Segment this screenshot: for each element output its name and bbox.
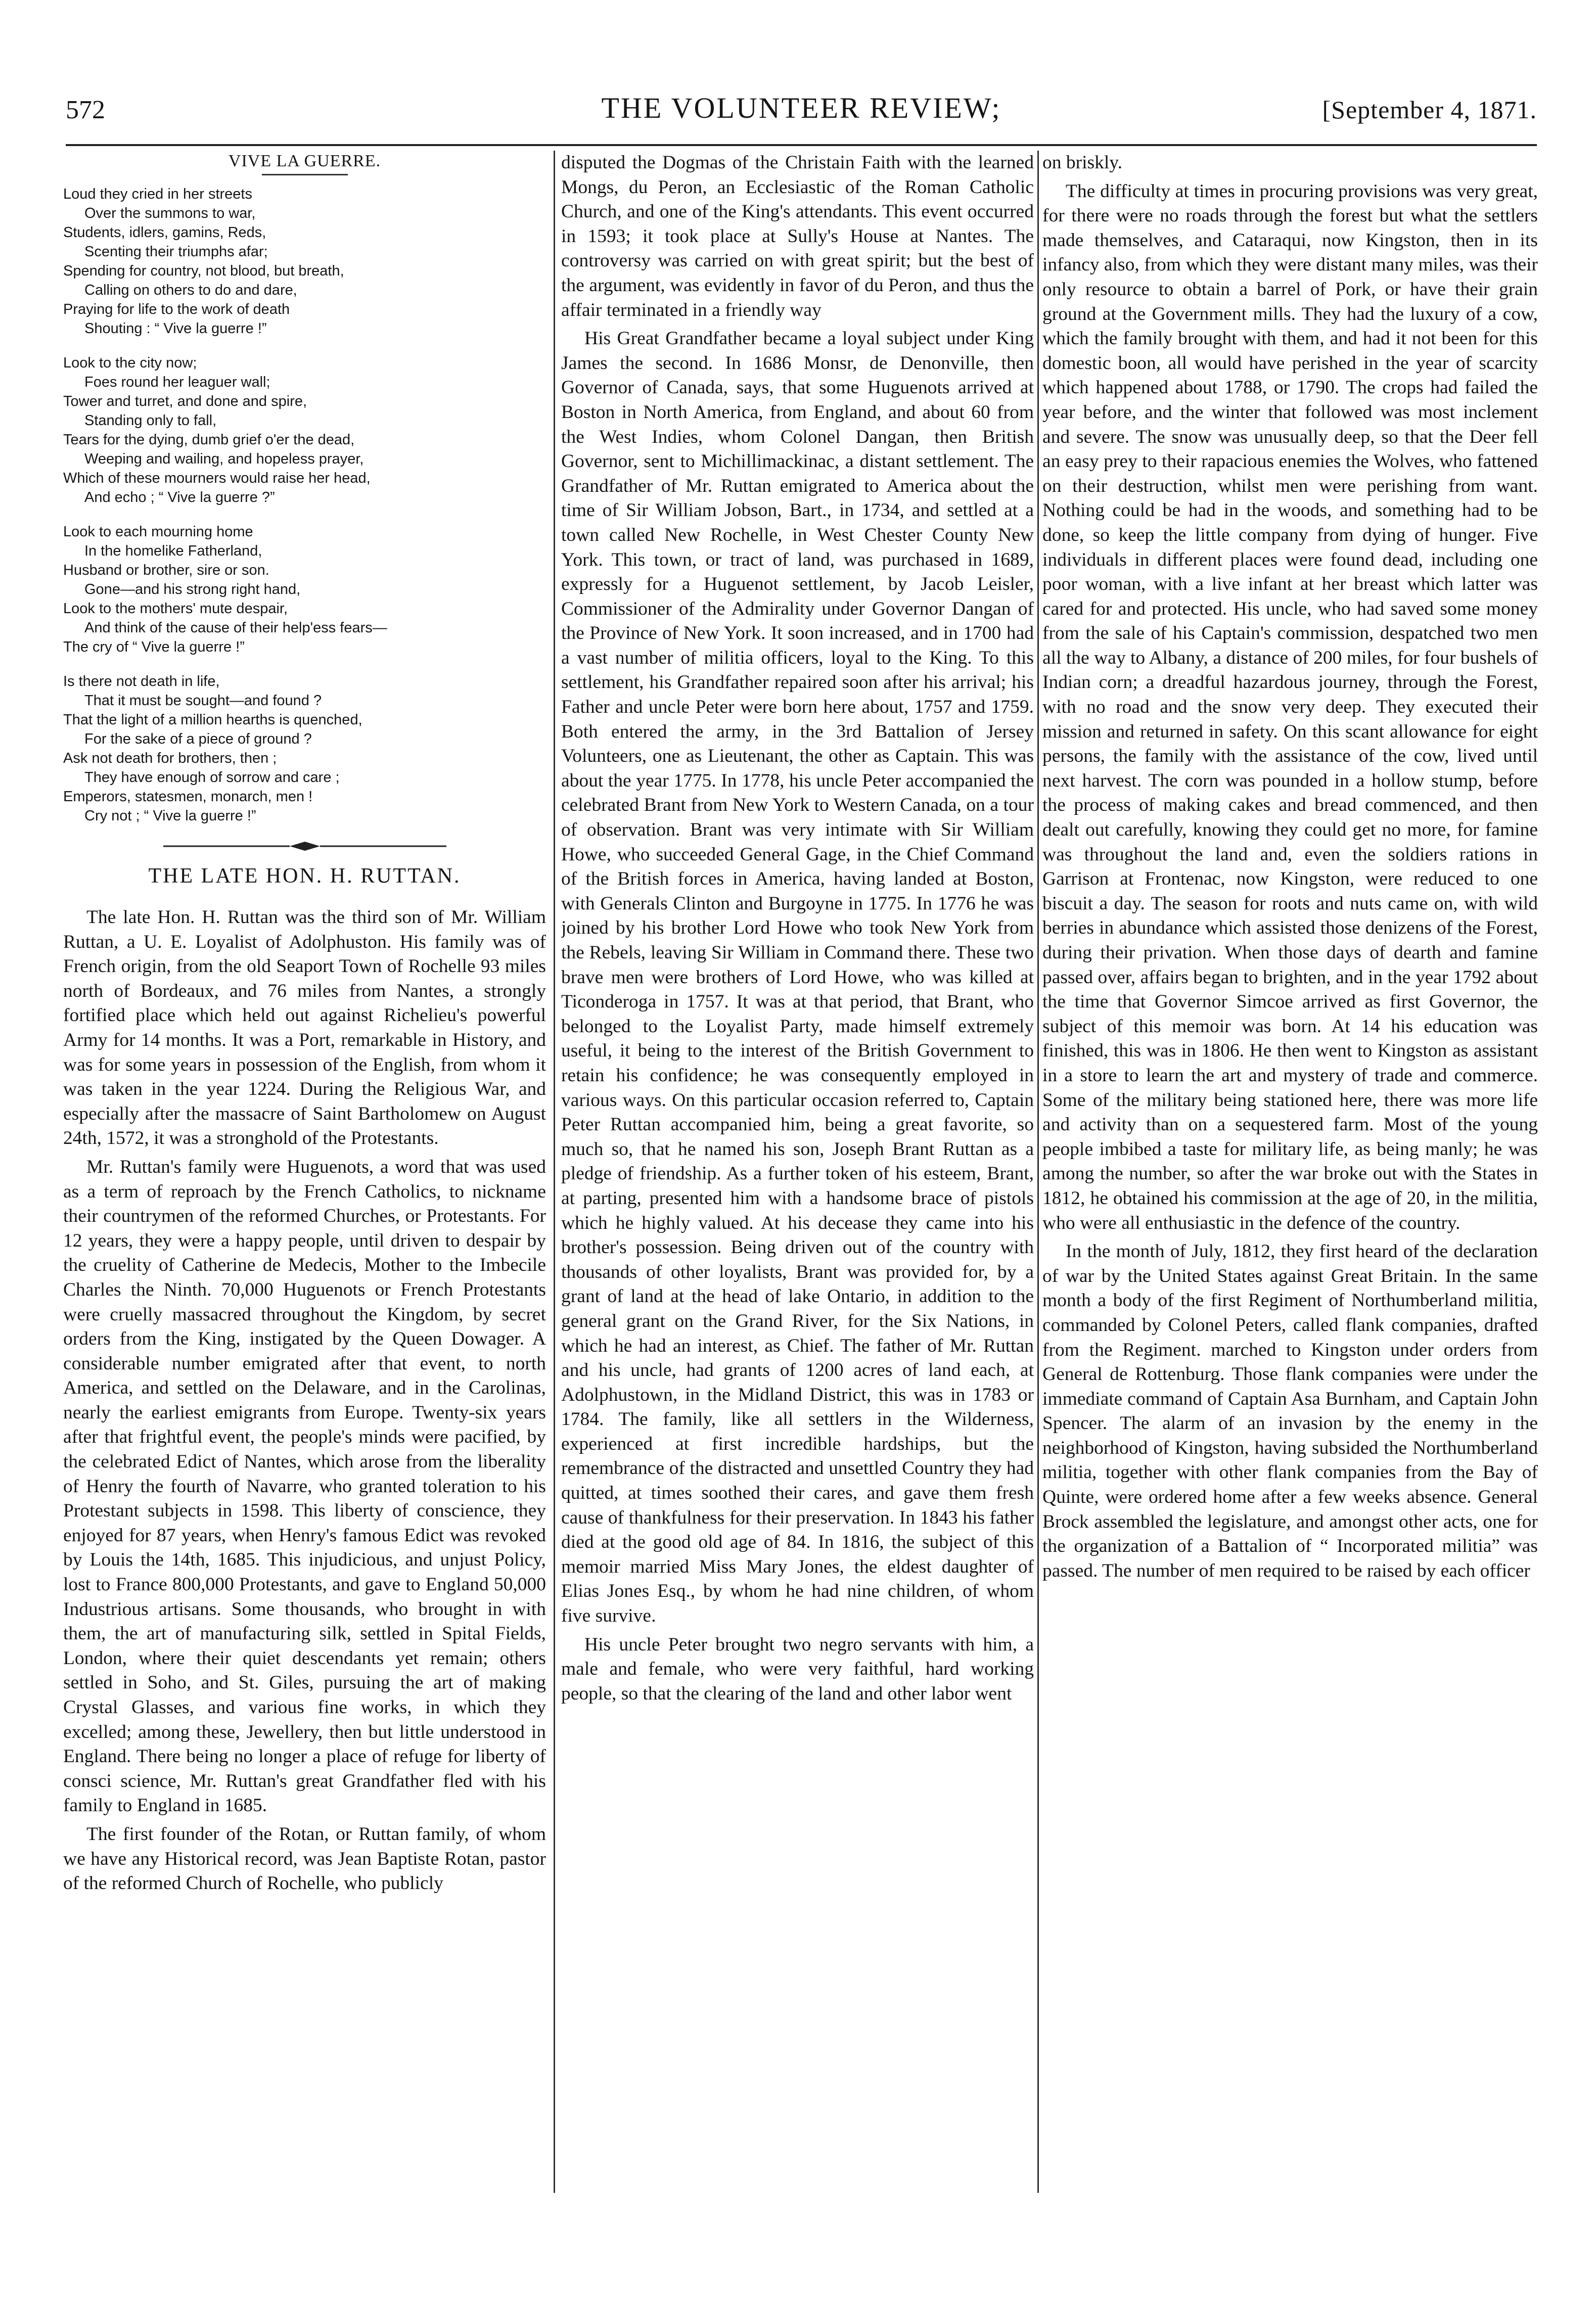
article-column-1-text: [63, 905, 546, 1896]
poem-line: Weeping and wailing, and hopeless prayer,: [84, 451, 364, 467]
poem-line: Praying for life to the work of death: [63, 301, 290, 317]
poem-line: And think of the cause of their help'ess fears—: [84, 620, 387, 636]
publication-title: THE VOLUNTEER REVIEW;: [601, 91, 1001, 124]
poem-line: In the homelike Fatherland,: [84, 543, 262, 559]
poem-line: Ask not death for brothers, then ;: [63, 750, 277, 766]
poem-stanza: [63, 185, 546, 338]
article-column-2-text: [561, 151, 1034, 1706]
poem: [63, 185, 546, 825]
poem-line: That the light of a million hearths is quenched,: [63, 712, 362, 728]
article-paragraph: on briskly.: [1042, 152, 1122, 173]
poem-line: Look to the city now;: [63, 355, 197, 371]
column-1: [63, 151, 546, 2193]
poem-stanza: [63, 522, 546, 657]
poem-line: Scenting their triumphs afar;: [84, 244, 268, 260]
poem-line: The cry of “ Vive la guerre !”: [63, 639, 245, 655]
poem-line: Tears for the dying, dumb grief o'er the dead,: [63, 432, 355, 448]
poem-line: Look to the mothers' mute despair,: [63, 601, 288, 617]
poem-line: Which of these mourners would raise her head,: [63, 470, 371, 486]
column-3: [1042, 151, 1538, 2193]
article-paragraph: The late Hon. H. Ruttan was the third son of Mr. William Ruttan, a U. E. Loyalist of Adolphuston. His family was of French origin, from the old Seaport Town of Rochelle 93 miles north of Bordeaux, and 76 miles from Nantes, a strongly fortified place which held out against Richelieu's powerful Army for 14 months. It was a Port, remarkable in History, and was for some years in possession of the English, from whom it was taken in the year 1224. During the Religious War, and especially after the massacre of Saint Bartholomew on August 24th, 1572, it was a stronghold of the Protestants.: [63, 907, 546, 1149]
poem-line: Foes round her leaguer wall;: [84, 374, 270, 390]
poem-line: They have enough of sorrow and care ;: [84, 769, 340, 786]
poem-line: Tower and turret, and done and spire,: [63, 393, 307, 409]
column-divider: [554, 151, 555, 2193]
poem-line: For the sake of a piece of ground ?: [84, 731, 312, 747]
poem-title: VIVE LA GUERRE.: [228, 152, 381, 170]
article-title: THE LATE HON. H. RUTTAN.: [148, 864, 461, 888]
article-paragraph: His Great Grandfather became a loyal subject under King James the second. In 1686 Monsr, de Denonville, then Governor of Canada, says, that some Huguenots arrived at Boston in North America, from England, and about 60 from the West Indies, whom Colonel Dangan, then British Governor, sent to Michillimackinac, a distant settlement. The Grandfather of Mr. Ruttan emigrated to America about the time of Sir William Jobson, Bart., in 1734, and settled at a town called New Rochelle, in West Chester County New York. This town, or tract of land, was purchased in 1689, expressly for a Huguenot settlement, by Jacob Leisler, Commissioner of the Admirality under Governor Dangan of the Province of New York. It soon increased, and in 1700 had a vast number of militia officers, loyal to the King. To this settlement, his Grandfather repaired soon after his arrival; his Father and uncle Peter were born here about, 1757 and 1759. Both entered the army, in the 3rd Battalion of Jersey Volunteers, one as Lieutenant, the other as Captain. This was about the year 1775. In 1778, his uncle Peter accompanied the celebrated Brant from New York to Western Canada, on a tour of observation. Brant was very intimate with Sir William Howe, who succeeded General Gage, in the Chief Command of the British forces in America, having landed at Boston, with Generals Clinton and Burgoyne in 1775. In 1776 he was joined by his brother Lord Howe who took New York from the Rebels, leaving Sir William in Command there. These two brave men were brothers of Lord Howe, who was killed at Ticonderoga in 1757. It was at that period, that Brant, who belonged to the Loyalist Party, made himself extremely useful, it being to the interest of the British Government to retain his confidence; he was consequently employed in various ways. On this particular occasion referred to, Captain Peter Ruttan accompanied him, being a great favorite, so much so, that he named his son, Joseph Brant Ruttan as a pledge of friendship. As a further token of his esteem, Brant, at parting, presented him with a handsome brace of pistols which he highly valued. At his decease they came into his brother's possession. Being driven out of the country with thousands of other loyalists, Brant was provided for, by a grant of land at the head of lake Ontario, in addition to the general grant on the Grand River, for the Six Nations, in which he had an interest, as Chief. The father of Mr. Ruttan and his uncle, had grants of 1200 acres of land each, at Adolphustown, in the Midland District, this was in 1783 or 1784. The family, like all settlers in the Wilderness, experienced at first incredible hardships, but the remembrance of the distracted and unsettled Country they had quitted, at times soothed their cares, and gave them fresh cause of thankfulness for their preservation. In 1843 his father died at the good old age of 84. In 1816, the subject of this memoir married Miss Mary Jones, the eldest daughter of Elias Jones Esq., by whom he had nine children, of whom five survive.: [561, 328, 1034, 1627]
poem-line: Standing only to fall,: [84, 412, 217, 429]
article-paragraph: The first founder of the Rotan, or Ruttan family, of whom we have any Historical record, was Jean Baptiste Rotan, pastor of the reformed Church of Rochelle, who publicly: [63, 1823, 546, 1894]
article-paragraph: disputed the Dogmas of the Christain Faith with the learned Mongs, du Peron, an Ecclesiastic of the Roman Catholic Church, and one of the King's attendants. This event occurred in 1593; it took place at Sully's House at Nantes. The controversy was carried on with great spirit; but the best of the argument, was evidently in favor of du Peron, and thus the affair terminated in a friendly way: [561, 152, 1034, 320]
ornamental-divider: [63, 841, 546, 852]
column-divider: [1037, 151, 1039, 2193]
page-number: 572: [66, 96, 105, 124]
poem-line: Is there not death in life,: [63, 673, 220, 689]
masthead: [66, 91, 1537, 131]
header-rule: [66, 144, 1537, 146]
poem-line: Emperors, statesmen, monarch, men !: [63, 789, 313, 805]
article-column-3-text: [1042, 151, 1538, 1583]
poem-stanza: [63, 353, 546, 507]
poem-line: Look to each mourning home: [63, 524, 253, 540]
article-paragraph: In the month of July, 1812, they first heard of the declaration of war by the United States against Great Britain. In the same month a body of the first Regiment of Northumberland militia, commanded by Colonel Peters, called flank companies, drafted from the Regiment. marched to Kingston under orders from General de Rottenburg. Those flank companies were under the immediate command of Captain Asa Burnham, and Captain John Spencer. The alarm of an invasion by the enemy in the neighborhood of Kingston, having subsided the Northumberland militia, together with other flank companies from the Bay of Quinte, were ordered home after a few weeks absence. General Brock assembled the legislature, and amongst other acts, one for the organization of a Battalion of “ Incorporated militia” was passed. The number of men required to be raised by each officer: [1042, 1241, 1538, 1581]
poem-line: Over the summons to war,: [84, 205, 256, 221]
poem-line: And echo ; “ Vive la guerre ?”: [84, 489, 275, 505]
poem-line: Students, idlers, gamins, Reds,: [63, 224, 266, 241]
issue-date: [September 4, 1871.: [1322, 96, 1537, 124]
article-paragraph: Mr. Ruttan's family were Huguenots, a word that was used as a term of reproach by the French Catholics, to nickname their countrymen of the reformed Churches, or Protestants. For 12 years, they were a happy people, until driven to despair by the cruelity of Catherine de Medecis, Mother to the Imbecile Charles the Ninth. 70,000 Huguenots or French Protestants were cruelly massacred throughout the Kingdom, by secret orders from the King, instigated by the Queen Dowager. A considerable number emigrated after that event, to north America, and settled on the Delaware, and in the Carolinas, nearly the earliest emigrants from Europe. Twenty-six years after that frightful event, the people's minds were pacified, by the celebrated Edict of Nantes, which arose from the liberality of Henry the fourth of Navarre, who granted toleration to his Protestant subjects in 1598. This liberty of conscience, they enjoyed for 87 years, when Henry's famous Edict was revoked by Louis the 14th, 1685. This injudicious, and unjust Policy, lost to France 800,000 Protestants, and gave to England 50,000 Industrious artisans. Some thousands, who brought in with them, the art of manufacturing silk, settled in Spital Fields, London, where their quiet descendants yet remain; others settled in Soho, and St. Giles, pursuing the art of making Crystal Glasses, and various fine works, in which they excelled; among these, Jewellery, then but little understood in England. There being no longer a place of refuge for liberty of consci science, Mr. Ruttan's great Grandfather fled with his family to England in 1685.: [63, 1156, 546, 1816]
poem-line: Spending for country, not blood, but breath,: [63, 263, 344, 279]
title-rule: [262, 174, 348, 175]
article-paragraph: His uncle Peter brought two negro servants with him, a male and female, who were very faithful, hard working people, so that the clearing of the land and other labor went: [561, 1634, 1034, 1704]
poem-line: That it must be sought—and found ?: [84, 693, 322, 709]
poem-line: Shouting : “ Vive la guerre !”: [84, 320, 267, 337]
ornament-icon: [163, 841, 446, 852]
poem-line: Gone—and his strong right hand,: [84, 581, 301, 597]
column-2: [561, 151, 1034, 2193]
article-paragraph: The difficulty at times in procuring provisions was very great, for there were no roads through the forest but what the settlers made themselves, and Cataraqui, now Kingston, then in its infancy also, from which they were distant many miles, was their only resource to obtain a barrel of Pork, or have their grain ground at the Government mills. They had the luxury of a cow, which the family brought with them, and had it not been for this domestic boon, all would have perished in the year of scarcity which happened about 1788, or 1790. The crops had failed the year before, and the winter that followed was most inclement and severe. The snow was unusually deep, so that the Deer fell an easy prey to their rapacious enemies the Wolves, who fattened on their destruction, whilst men were perishing from want. Nothing could be had in the woods, and something had to be done, so keep the little company from dying of hunger. Five individuals in different places were found dead, including one poor woman, with a live infant at her breast which latter was cared for and protected. His uncle, who had saved some money from the sale of his Captain's commission, despatched two men all the way to Albany, a distance of 200 miles, for four bushels of Indian corn; a dreadful hazardous journey, through the Forest, with no road and the snow very deep. They executed their mission and returned in safety. On this scant allowance for eight persons, the family with the assistance of the cow, lived until next harvest. The corn was pounded in a hollow stump, before the process of making cakes and bread commenced, and then dealt out carefully, knowing they could get no more, for famine was throughout the land and, even the soldiers rations in Garrison at Frontenac, now Kingston, were reduced to one biscuit a day. The season for roots and nuts came on, with wild berries in abundance which assisted those denizens of the Forest, during their privation. When those days of dearth and famine passed over, affairs began to brighten, and in the year 1792 about the time that Governor Simcoe arrived as first Governor, the subject of this memoir was born. At 14 his education was finished, this was in 1806. He then went to Kingston as assistant in a store to learn the art and mystery of trade and commerce. Some of the military being stationed here, there was more life and activity than on a sequestered farm. Most of the young people imbibed a taste for military life, as being manly; he was among the number, so after the war broke out with the States in 1812, he obtained his commission at the age of 20, in the militia, who were all enthusiastic in the defence of the country.: [1042, 180, 1538, 1233]
poem-line: Cry not ; “ Vive la guerre !”: [84, 808, 256, 824]
poem-stanza: [63, 672, 546, 825]
poem-line: Loud they cried in her streets: [63, 186, 252, 202]
poem-line: Calling on others to do and dare,: [84, 282, 297, 298]
poem-line: Husband or brother, sire or son.: [63, 562, 269, 578]
